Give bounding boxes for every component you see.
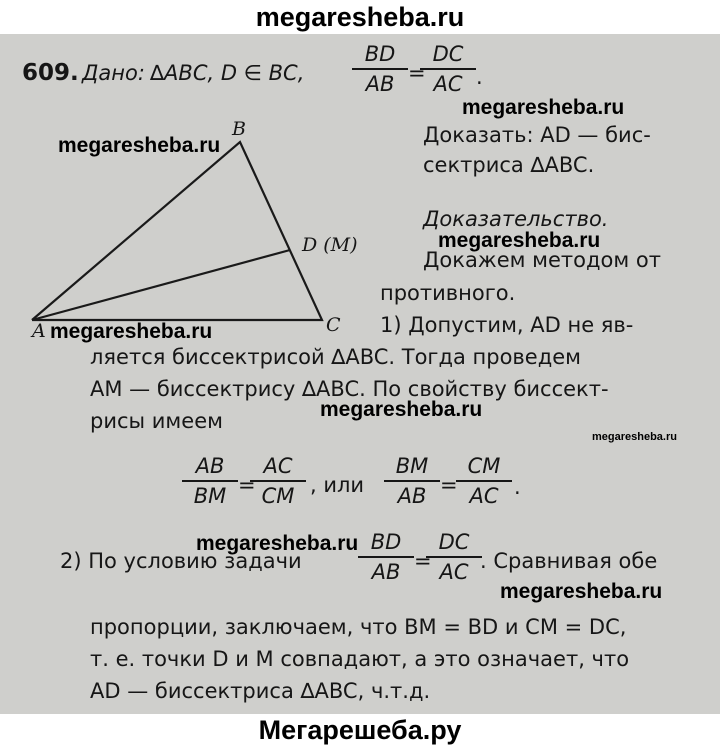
- given-frac-num2: DC: [432, 42, 464, 66]
- given-frac-den1: AB: [365, 72, 395, 96]
- formula1-frac-3: [384, 454, 440, 508]
- formula1-period: .: [514, 475, 521, 499]
- formula1-d1: BM: [193, 484, 227, 508]
- formula1-eq-2: =: [440, 473, 458, 497]
- formula1-n2: AC: [263, 454, 293, 478]
- period: .: [476, 65, 483, 89]
- step1-line-2: ляется биссектрисой ∆ABC. Тогда проведем: [90, 345, 582, 369]
- conclusion-line-3: AD — биссектриса ∆ABC, ч.т.д.: [90, 679, 431, 703]
- given-fraction-1: [352, 42, 408, 96]
- prove-line-2: сектриса ∆ABC.: [423, 153, 595, 177]
- formula1-n4: CM: [467, 454, 501, 478]
- step2-prefix: 2) По условию задачи: [60, 549, 302, 573]
- watermark: megaresheba.ru: [462, 96, 625, 119]
- formula1-frac-2: [250, 454, 306, 508]
- step1-line-1: 1) Допустим, AD не яв-: [380, 313, 634, 337]
- step2-suffix: . Сравнивая обе: [480, 549, 658, 573]
- given-fraction-2: [420, 42, 476, 96]
- formula1-frac-1: [182, 454, 238, 508]
- conclusion-line-2: т. е. точки D и M совпадают, а это означает, что: [90, 647, 630, 671]
- formula2-frac-1: [358, 530, 414, 584]
- watermark: megaresheba.ru: [58, 134, 221, 157]
- site-footer: Мегарешеба.ру: [0, 714, 720, 747]
- formula1-n1: AB: [195, 454, 225, 478]
- label-b: B: [232, 118, 246, 140]
- label-a: A: [32, 320, 46, 342]
- conclusion-line-1: пропорции, заключаем, что BM = BD и CM = DC,: [90, 615, 627, 639]
- watermark-small: megaresheba.ru: [592, 431, 677, 443]
- formula2-eq: =: [414, 549, 432, 573]
- formula2-d1: AB: [371, 560, 401, 584]
- given-frac-den2: AC: [433, 72, 463, 96]
- textbook-page: [0, 34, 720, 714]
- formula1-d2: CM: [261, 484, 295, 508]
- formula1-eq-1: =: [238, 473, 256, 497]
- watermark: megaresheba.ru: [50, 320, 213, 343]
- watermark: megaresheba.ru: [196, 532, 359, 555]
- proof-line-1: Докажем методом от: [423, 248, 661, 272]
- formula2-frac-2: [426, 530, 482, 584]
- watermark: megaresheba.ru: [438, 229, 601, 252]
- given-frac-num1: BD: [364, 42, 396, 66]
- formula2-n1: BD: [370, 530, 402, 554]
- site-header: megaresheba.ru: [0, 0, 720, 34]
- proof-line-2: противного.: [380, 281, 516, 305]
- formula1-frac-4: [456, 454, 512, 508]
- step1-line-3: AM — биссектрису ∆ABC. По свойству биссект-: [90, 377, 609, 401]
- given-text: ∆ABC, D ∈ BC,: [150, 61, 305, 85]
- watermark: megaresheba.ru: [320, 398, 483, 421]
- formula1-d4: AC: [469, 484, 499, 508]
- label-c: C: [326, 314, 341, 336]
- triangle-abc: [32, 142, 322, 320]
- watermark: megaresheba.ru: [500, 580, 663, 603]
- formula2-d2: AC: [439, 560, 469, 584]
- given-label: Дано:: [82, 61, 145, 85]
- formula2-n2: DC: [438, 530, 470, 554]
- step1-line-4: рисы имеем: [90, 409, 223, 433]
- formula1-d3: AB: [397, 484, 427, 508]
- prove-line-1: Доказать: AD — бис-: [423, 123, 651, 147]
- label-d: D (M): [302, 234, 358, 256]
- problem-number: 609.: [22, 60, 79, 86]
- bisector-ad: [32, 250, 290, 320]
- formula1-or: , или: [310, 473, 365, 497]
- formula1-n3: BM: [395, 454, 429, 478]
- proof-title: Доказательство.: [423, 207, 609, 231]
- equals-sign: =: [408, 61, 426, 85]
